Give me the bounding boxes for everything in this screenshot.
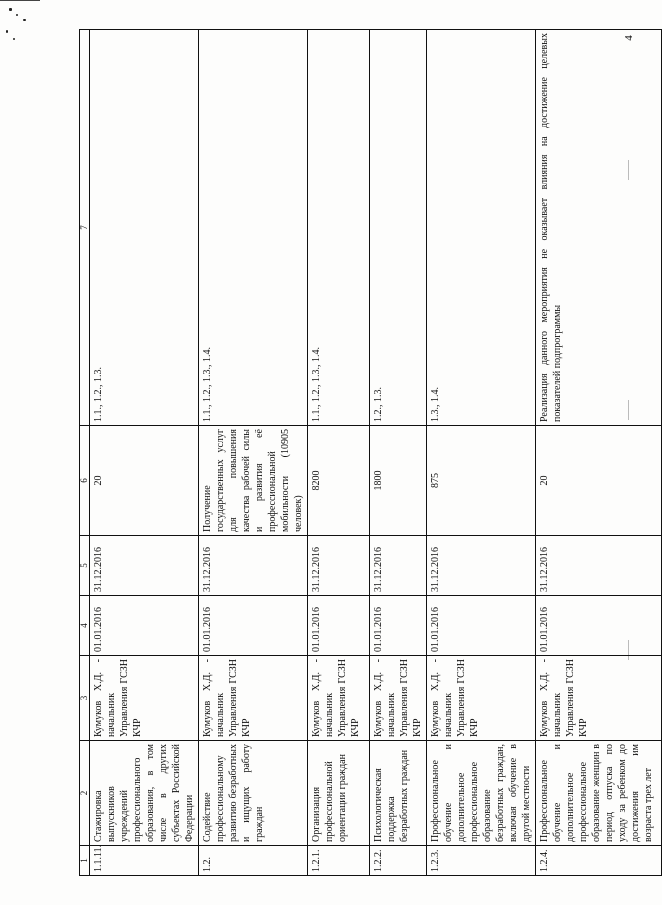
table-row [536,30,662,876]
responsible-person: Кумуков Х.Д. - начальник Управления ГСЗН КЧР [199,656,308,741]
result-volume: 875 [430,473,441,488]
start-date: 01.01.2016 [536,596,662,656]
end-date: 31.12.2016 [427,536,536,596]
rotated-table [79,30,654,876]
start-date: 01.01.2016 [90,596,199,656]
table-row [90,30,199,876]
target-indicators: 1.1., 1.2., 1.3. [90,30,199,426]
plan-table [79,29,662,876]
table-row [199,30,308,876]
row-number: 1.2. [199,846,308,876]
expected-result [370,426,427,536]
start-date: 01.01.2016 [308,596,370,656]
expected-result [90,426,199,536]
end-date: 31.12.2016 [308,536,370,596]
activity-name: Психологическая поддержка безработных граждан [370,741,427,846]
end-date: 31.12.2016 [536,536,662,596]
header-col-5: 5 [80,536,90,596]
result-volume: 8200 [311,470,322,491]
result-description: Получение государственных услуг для повышения качества рабочей силы и развития её профессиональной мобильности (10905 человек) [202,429,304,532]
result-volume: 1800 [373,470,384,491]
target-indicators: 1.1., 1.2., 1.3., 1.4. [199,30,308,426]
scan-mark [16,14,18,16]
responsible-person: Кумуков Х.Д. - начальник Управления ГСЗН КЧР [90,656,199,741]
responsible-person: Кумуков Х.Д. - начальник Управления ГСЗН КЧР [536,656,662,741]
scan-mark [9,8,12,11]
activity-name: Содействие профессиональному развитию безработных и ищущих работу граждан [199,741,308,846]
end-date: 31.12.2016 [370,536,427,596]
responsible-person: Кумуков Х.Д. - начальник Управления ГСЗН КЧР [370,656,427,741]
table-body [80,30,662,876]
row-number: 1.2.4. [536,846,662,876]
activity-name: Профессиональное обучение и дополнительное профессиональное образование женщин в период отпуска по уходу за ребенком до достижения им возраста трех лет [536,741,662,846]
scan-mark [23,19,26,21]
header-col-2: 2 [80,741,90,846]
row-number: 1.2.1. [308,846,370,876]
start-date: 01.01.2016 [199,596,308,656]
scan-mark [6,30,8,33]
header-col-7: 7 [80,30,90,426]
end-date: 31.12.2016 [90,536,199,596]
page-number: 4 [623,35,635,41]
target-indicators: 1.3., 1.4. [427,30,536,426]
top-rule [0,0,40,1]
target-indicators: Реализация данного мероприятия не оказывает влияния на достижение целевых показателей подпрограммы [536,30,662,426]
row-number: 1.1.11. [90,846,199,876]
responsible-person: Кумуков Х.Д. - начальник Управления ГСЗН КЧР [308,656,370,741]
table-row [370,30,427,876]
table-row [427,30,536,876]
expected-result [427,426,536,536]
start-date: 01.01.2016 [370,596,427,656]
target-indicators: 1.1., 1.2., 1.3., 1.4. [308,30,370,426]
table-row [308,30,370,876]
activity-name: Организация профессиональной ориентации граждан [308,741,370,846]
scan-mark [13,38,15,40]
expected-result [308,426,370,536]
header-col-3: 3 [80,656,90,741]
header-col-1: 1 [80,846,90,876]
row-number: 1.2.3. [427,846,536,876]
activity-name: Профессиональное обучение и дополнительное профессиональное образование безработных граждан, включая обучение в другой местности [427,741,536,846]
header-row [80,30,90,876]
table-container [79,30,654,876]
target-indicators: 1.2., 1.3. [370,30,427,426]
header-col-4: 4 [80,596,90,656]
result-volume: 20 [93,475,104,486]
expected-result [199,426,308,536]
activity-name: Стажировка выпускников учреждений профессионального образования, в том числе в других субъектах Российской Федерации [90,741,199,846]
start-date: 01.01.2016 [427,596,536,656]
row-number: 1.2.2. [370,846,427,876]
end-date: 31.12.2016 [199,536,308,596]
header-col-6: 6 [80,426,90,536]
result-volume: 20 [539,475,550,486]
responsible-person: Кумуков Х.Д. - начальник Управления ГСЗН КЧР [427,656,536,741]
expected-result [536,426,662,536]
